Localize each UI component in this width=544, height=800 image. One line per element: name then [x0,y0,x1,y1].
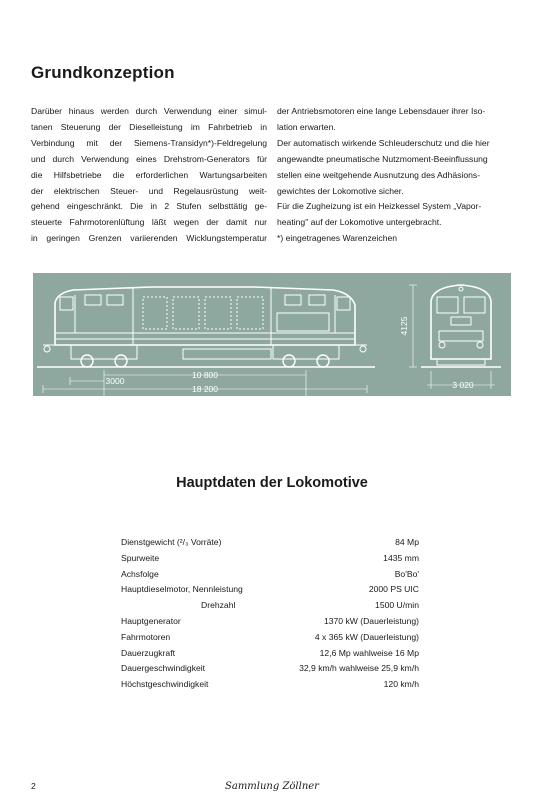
text-line: Verbindung mit der Siemens-Transidyn*)-Feldregelung [31,137,267,148]
locomotive-front-view [409,285,501,389]
spec-value: 2000 PS UIC [368,584,419,595]
spec-value: 12,6 Mp wahlweise 16 Mp [319,647,419,658]
spec-row [121,648,419,664]
text-line: stellen eine weitgehende Ausnutzung des Adhäsions- [277,169,481,180]
spec-row [121,569,419,585]
text-line: angewandte pneumatische Nutzmoment-Beeinflussung [277,153,488,164]
page-number: 2 [31,781,36,791]
spec-label: Hauptgenerator [121,615,181,626]
dimension-label-height: 4125 [399,316,409,336]
spec-value: 4 x 365 kW (Dauerleistung) [314,631,419,642]
spec-row [121,632,419,648]
text-line: Darüber hinaus werden durch Verwendung einer simul- [31,106,267,116]
text-line: gewichtes der Lokomotive sicher. [277,185,404,196]
spec-value: 120 km/h [383,679,419,690]
intro-column-right [277,104,517,247]
locomotive-side-view [37,287,375,367]
spec-value: Bo'Bo' [394,568,419,579]
text-line: gehend eingeschränkt. Die in 2 Stufen selbsttätig ge- [31,201,267,212]
spec-label: Dauergeschwindigkeit [121,663,206,674]
spec-label: Dienstgewicht (²/₃ Vorräte) [121,537,222,547]
spec-value: 32,9 km/h wahlweise 25,9 km/h [299,663,419,674]
text-line: der Antriebsmotoren eine lange Lebensdauer ihrer Iso- [277,106,486,116]
intro-column-left [31,104,267,247]
text-line: heating" auf der Lokomotive untergebracht. [277,217,442,228]
text-line: Für die Zugheizung ist ein Heizkessel System „Vapor- [277,201,482,212]
dimension-label-width: 3 020 [452,380,474,390]
locomotive-drawing [33,273,511,396]
dimension-label-bogie: 3000 [105,376,125,386]
text-line: in geringen Grenzen variierenden Wicklungstemperatur [31,233,267,244]
spec-label: Spurweite [121,552,160,563]
spec-row [121,553,419,569]
text-line: Der automatisch wirkende Schleuderschutz und die hier [277,137,490,148]
specs-title: Hauptdaten der Lokomotive [176,475,368,491]
spec-label: Hauptdieselmotor, Nennleistung [121,584,243,595]
text-line: *) eingetragenes Warenzeichen [277,233,398,244]
spec-value: 84 Mp [395,537,419,547]
dimension-label-length: 18 200 [192,384,218,394]
collection-stamp: Sammlung Zöllner [225,781,319,792]
spec-row [121,616,419,632]
spec-label: Fahrmotoren [121,631,171,642]
text-line: die Hilfsbetriebe die erforderlichen Wartungsarbeiten [31,169,267,180]
spec-value: 1370 kW (Dauerleistung) [323,615,419,626]
text-line: lation erwarten. [277,121,336,132]
spec-row [121,679,419,695]
specs-table [121,537,419,695]
spec-row [121,663,419,679]
spec-row [121,584,419,600]
spec-label: Dauerzugkraft [121,647,175,658]
spec-label: Drehzahl [201,600,236,611]
text-line: tanen Steuerung der Dieselleistung im Fahrbetrieb in [31,121,267,132]
spec-label: Achsfolge [121,568,159,579]
spec-row [121,537,419,553]
spec-label: Höchstgeschwindigkeit [121,679,209,690]
text-line: der elektrischen Steuer- und Regelausrüstung weit- [31,185,267,196]
spec-value: 1500 U/min [375,600,419,611]
page-title: Grundkonzeption [31,63,175,82]
spec-row [121,600,419,616]
spec-value: 1435 mm [383,552,419,563]
text-line: und durch Verwendung eines Drehstrom-Generators für [31,153,267,164]
text-line: steuerte Fahrmotorenlüftung läßt wegen der damit nur [31,217,267,228]
dimension-label-bogie-centers: 10 800 [192,370,218,380]
